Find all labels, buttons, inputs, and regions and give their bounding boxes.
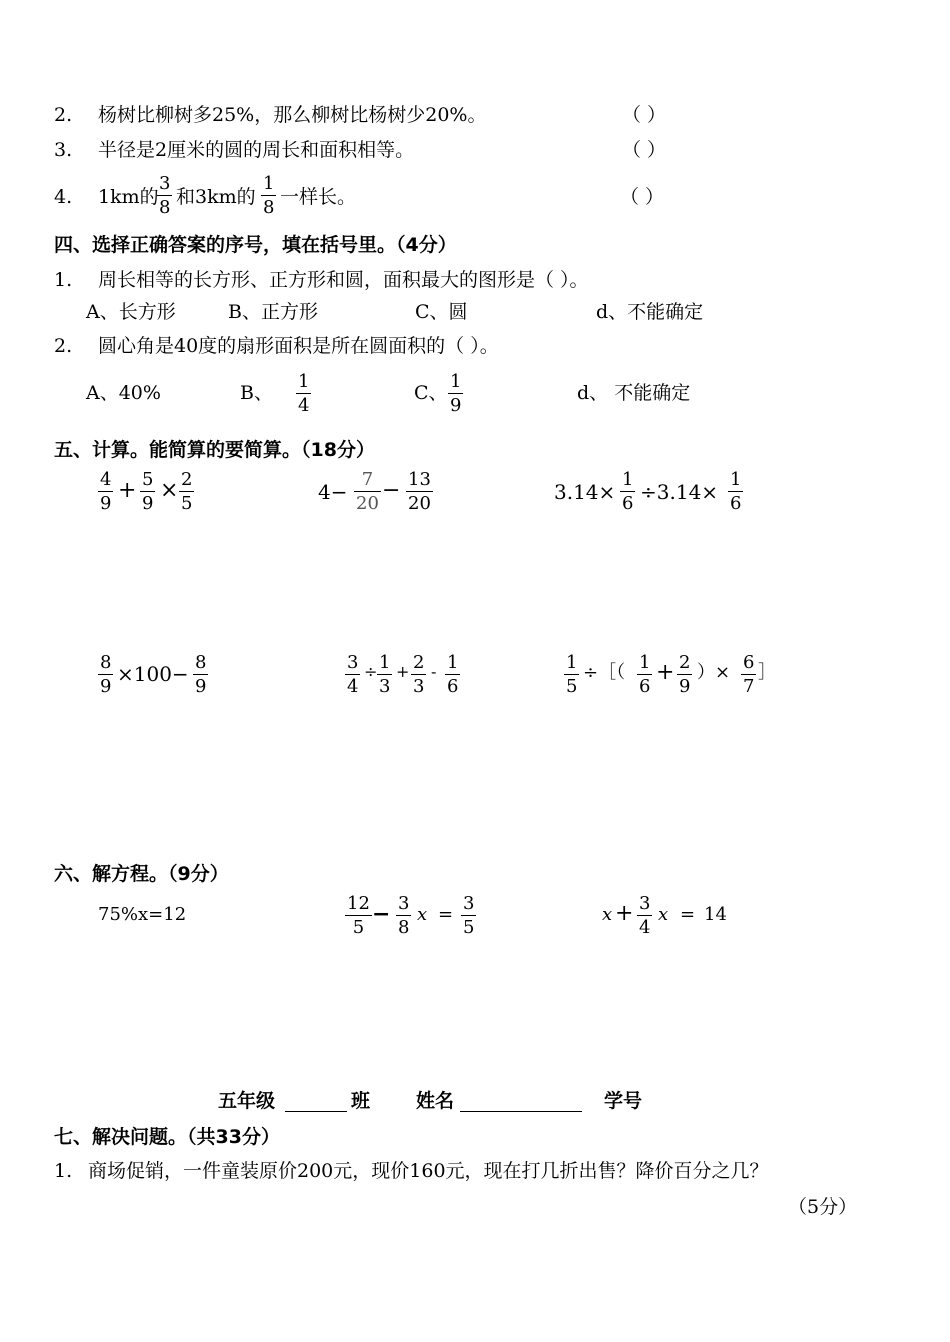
calc-5-frac-d bbox=[445, 654, 460, 696]
equation-1: 75%x=12 bbox=[98, 904, 187, 925]
s4-q2-option-c[interactable]: C、 bbox=[414, 382, 448, 404]
judge-item-2-num: 2. bbox=[54, 104, 73, 126]
equation-3-frac bbox=[637, 895, 652, 937]
denominator: 9 bbox=[679, 676, 691, 697]
denominator: 5 bbox=[181, 493, 193, 514]
calc-3-frac-a bbox=[620, 471, 635, 513]
calc-4-mid: ×100− bbox=[117, 662, 189, 686]
numerator: 2 bbox=[181, 469, 193, 490]
equation-2-frac-a bbox=[345, 895, 372, 937]
section-6-title: 六、解方程。（9分） bbox=[54, 863, 229, 885]
judge-item-2-text: 杨树比柳树多25%，那么柳树比杨树少20%。 bbox=[98, 104, 487, 126]
denominator: 3 bbox=[379, 676, 391, 697]
numerator: 8 bbox=[195, 652, 207, 673]
s4-q1-text: 周长相等的长方形、正方形和圆，面积最大的图形是（ ）。 bbox=[98, 269, 589, 291]
numerator: 2 bbox=[679, 652, 691, 673]
name-label: 姓名 bbox=[416, 1090, 455, 1112]
denominator: 4 bbox=[639, 917, 651, 938]
calc-6-frac-b bbox=[637, 654, 652, 696]
denominator: 20 bbox=[408, 493, 431, 514]
equation-2-var: x bbox=[417, 904, 428, 925]
numerator: 5 bbox=[142, 469, 154, 490]
judge-item-2-answer[interactable]: （ ） bbox=[622, 104, 667, 126]
s4-q1-num: 1. bbox=[54, 269, 73, 291]
calc-3-lead: 3.14× bbox=[554, 480, 616, 504]
denominator: 6 bbox=[730, 493, 742, 514]
calc-5-frac-a bbox=[345, 654, 360, 696]
calc-6-frac-d bbox=[741, 654, 756, 696]
equation-2-eq: = bbox=[438, 904, 454, 925]
s4-q2-num: 2. bbox=[54, 335, 73, 357]
equation-3-var-1: x bbox=[602, 904, 613, 925]
calc-5-frac-c bbox=[411, 654, 426, 696]
numerator: 1 bbox=[379, 652, 391, 673]
denominator: 4 bbox=[298, 395, 310, 416]
calc-6-close: ］ bbox=[758, 662, 776, 683]
denominator: 6 bbox=[622, 493, 634, 514]
numerator: 1 bbox=[298, 371, 310, 392]
numerator: 3 bbox=[347, 652, 359, 673]
calc-3-frac-b bbox=[728, 471, 743, 513]
calc-6-frac-a bbox=[564, 654, 579, 696]
calc-1-frac-a bbox=[98, 471, 113, 513]
denominator: 8 bbox=[398, 917, 410, 938]
denominator: 8 bbox=[159, 197, 171, 218]
section-7-title: 七、解决问题。（共33分） bbox=[54, 1126, 280, 1148]
denominator: 5 bbox=[566, 676, 578, 697]
judge-item-4-fraction-2 bbox=[261, 175, 276, 217]
calc-1-op-1: + bbox=[118, 478, 137, 503]
denominator: 9 bbox=[100, 493, 112, 514]
calc-5-op-1: ÷ bbox=[364, 662, 378, 681]
numerator: 7 bbox=[361, 469, 374, 490]
calc-6-frac-c bbox=[677, 654, 692, 696]
calc-5-op-3: - bbox=[431, 662, 437, 681]
numerator: 3 bbox=[398, 893, 410, 914]
judge-item-4-fraction-1 bbox=[157, 175, 172, 217]
calc-2-frac-b bbox=[406, 471, 433, 513]
calc-1-frac-c bbox=[179, 471, 194, 513]
name-blank[interactable] bbox=[460, 1090, 582, 1112]
numerator: 1 bbox=[566, 652, 578, 673]
calc-2-op-1: − bbox=[382, 478, 401, 503]
s4-q2-option-b[interactable]: B、 bbox=[240, 382, 273, 404]
class-label: 班 bbox=[351, 1090, 371, 1112]
section-4-title: 四、选择正确答案的序号，填在括号里。（4分） bbox=[54, 234, 457, 256]
calc-2-lead: 4− bbox=[318, 480, 348, 504]
s4-q2-text: 圆心角是40度的扇形面积是所在圆面积的（ ）。 bbox=[98, 335, 499, 357]
equation-3-op: + bbox=[615, 901, 634, 926]
student-id-label: 学号 bbox=[604, 1090, 643, 1112]
judge-item-3-text: 半径是2厘米的圆的周长和面积相等。 bbox=[98, 139, 415, 161]
grade-label: 五年级 bbox=[218, 1090, 276, 1112]
numerator: 12 bbox=[347, 893, 370, 914]
equation-2-frac-c bbox=[461, 895, 476, 937]
calc-4-frac-b bbox=[193, 654, 208, 696]
denominator: 6 bbox=[639, 676, 651, 697]
calc-6-op-1: ÷［（ bbox=[583, 662, 626, 683]
s4-q2-option-d[interactable]: d、 不能确定 bbox=[577, 382, 691, 404]
denominator: 9 bbox=[142, 493, 154, 514]
numerator: 1 bbox=[263, 173, 275, 194]
denominator: 5 bbox=[352, 917, 365, 938]
numerator: 8 bbox=[100, 652, 112, 673]
denominator: 7 bbox=[743, 676, 755, 697]
calc-6-op-2: + bbox=[656, 660, 675, 685]
s4-q1-option-c[interactable]: C、圆 bbox=[415, 301, 468, 323]
denominator: 9 bbox=[100, 676, 112, 697]
denominator: 6 bbox=[447, 676, 459, 697]
section-5-title: 五、计算。能简算的要简算。（18分） bbox=[54, 439, 375, 461]
s4-q2-option-b-fraction bbox=[296, 373, 311, 415]
equation-3-var-2: x bbox=[658, 904, 669, 925]
equation-2-frac-b bbox=[396, 895, 411, 937]
s7-q1-text: 商场促销，一件童装原价200元，现价160元，现在打几折出售？降价百分之几？ bbox=[88, 1160, 769, 1182]
judge-item-3-num: 3. bbox=[54, 139, 73, 161]
numerator: 3 bbox=[159, 173, 171, 194]
calc-5-op-2: + bbox=[396, 662, 410, 681]
denominator: 3 bbox=[413, 676, 425, 697]
s4-q1-option-a[interactable]: A、长方形 bbox=[86, 301, 176, 323]
calc-5-frac-b bbox=[377, 654, 392, 696]
denominator: 4 bbox=[347, 676, 359, 697]
s7-q1-num: 1. bbox=[54, 1160, 73, 1182]
equation-3-eq: = bbox=[680, 904, 696, 925]
numerator: 6 bbox=[743, 652, 755, 673]
denominator: 5 bbox=[463, 917, 475, 938]
calc-1-op-2: × bbox=[160, 478, 179, 503]
numerator: 2 bbox=[413, 652, 425, 673]
numerator: 1 bbox=[730, 469, 742, 490]
numerator: 1 bbox=[450, 371, 462, 392]
denominator: 9 bbox=[195, 676, 207, 697]
judge-item-4-answer[interactable]: （ ） bbox=[620, 186, 665, 208]
judge-item-4-text-c: 一样长。 bbox=[280, 186, 357, 208]
denominator: 9 bbox=[450, 395, 462, 416]
numerator: 1 bbox=[639, 652, 651, 673]
calc-1-frac-b bbox=[140, 471, 155, 513]
s4-q2-option-c-fraction bbox=[448, 373, 463, 415]
numerator: 1 bbox=[622, 469, 634, 490]
denominator: 8 bbox=[263, 197, 275, 218]
s4-q1-option-b[interactable]: B、正方形 bbox=[228, 301, 318, 323]
calc-4-frac-a bbox=[98, 654, 113, 696]
s7-q1-score: （5分） bbox=[788, 1196, 858, 1218]
class-blank[interactable] bbox=[285, 1090, 347, 1112]
judge-item-3-answer[interactable]: （ ） bbox=[622, 139, 667, 161]
numerator: 13 bbox=[408, 469, 431, 490]
calc-3-mid: ÷3.14× bbox=[640, 480, 719, 504]
judge-item-4-text-a: 1km的 bbox=[98, 186, 159, 208]
equation-3-rhs: 14 bbox=[704, 904, 727, 925]
denominator: 20 bbox=[356, 493, 379, 514]
numerator: 3 bbox=[639, 893, 651, 914]
judge-item-4-num: 4. bbox=[54, 186, 73, 208]
numerator: 4 bbox=[100, 469, 112, 490]
calc-2-frac-a bbox=[354, 471, 381, 513]
calc-6-op-3: ）× bbox=[697, 662, 731, 683]
numerator: 1 bbox=[447, 652, 459, 673]
equation-2-op: − bbox=[372, 901, 391, 927]
s4-q1-option-d[interactable]: d、不能确定 bbox=[596, 301, 704, 323]
s4-q2-option-a[interactable]: A、40% bbox=[86, 382, 161, 404]
numerator: 3 bbox=[463, 893, 475, 914]
judge-item-4-text-b: 和3km的 bbox=[176, 186, 256, 208]
